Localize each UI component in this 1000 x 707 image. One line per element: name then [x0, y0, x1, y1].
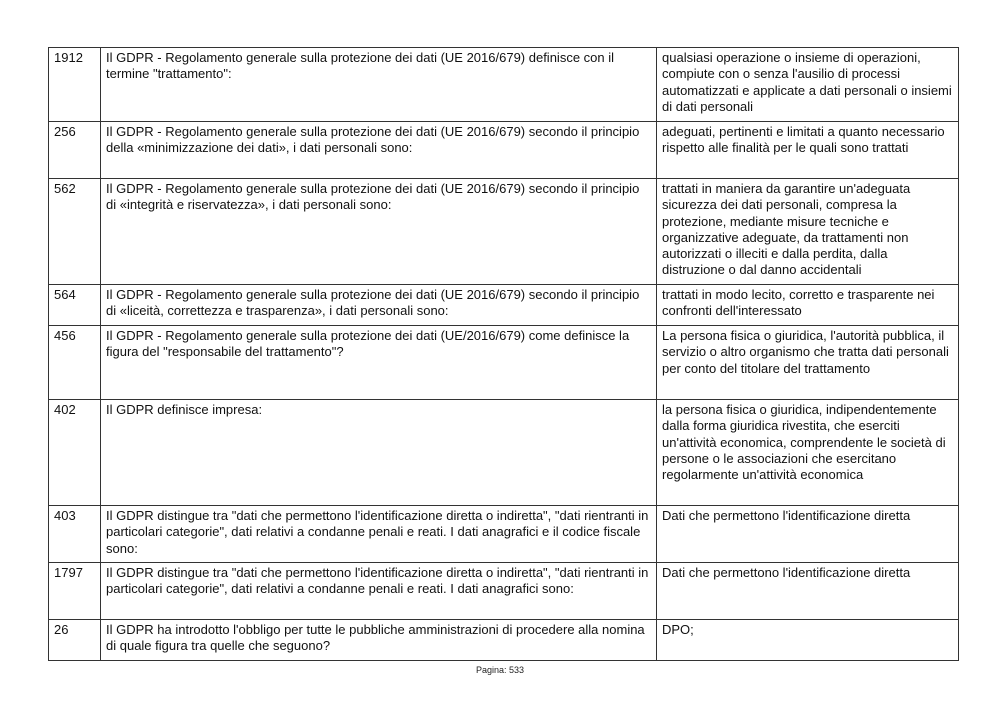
question-text: Il GDPR ha introdotto l'obbligo per tutte le pubbliche amministrazioni di procedere alla nomina di quale figura tra quelle che seguono?	[101, 620, 657, 661]
question-text: Il GDPR definisce impresa:	[101, 400, 657, 506]
table-row	[49, 620, 959, 661]
table-row	[49, 122, 959, 179]
question-text: Il GDPR distingue tra "dati che permettono l'identificazione diretta o indiretta", "dati rientranti in particolari categorie", dati relativi a condanne penali e reati. I dati anagrafici e il codice fiscale sono:	[101, 506, 657, 563]
question-id: 562	[49, 179, 101, 285]
answer-text: trattati in maniera da garantire un'adeguata sicurezza dei dati personali, compresa la protezione, mediante misure tecniche e organizzative adeguate, da trattamenti non autorizzati o illeciti e dalla perdita, dalla distruzione o dal danno accidentali	[657, 179, 959, 285]
question-id: 564	[49, 285, 101, 326]
answer-text: trattati in modo lecito, corretto e trasparente nei confronti dell'interessato	[657, 285, 959, 326]
table-row	[49, 285, 959, 326]
answer-text: la persona fisica o giuridica, indipendentemente dalla forma giuridica rivestita, che eserciti un'attività economica, comprendente le società di persone o le associazioni che esercitano regolarmente un'attività economica	[657, 400, 959, 506]
page-label: Pagina:	[475, 665, 507, 675]
question-id: 456	[49, 326, 101, 400]
question-text: Il GDPR - Regolamento generale sulla protezione dei dati (UE 2016/679) secondo il principio della «minimizzazione dei dati», i dati personali sono:	[101, 122, 657, 179]
question-id: 256	[49, 122, 101, 179]
question-text: Il GDPR - Regolamento generale sulla protezione dei dati (UE 2016/679) secondo il principio di «liceità, correttezza e trasparenza», i dati personali sono:	[101, 285, 657, 326]
table-row	[49, 48, 959, 122]
page-number: 533	[509, 665, 525, 675]
question-id: 403	[49, 506, 101, 563]
answer-text: qualsiasi operazione o insieme di operazioni, compiute con o senza l'ausilio di processi automatizzati e applicate a dati personali o insiemi di dati personali	[657, 48, 959, 122]
table-row	[49, 506, 959, 563]
answer-text: adeguati, pertinenti e limitati a quanto necessario rispetto alle finalità per le quali sono trattati	[657, 122, 959, 179]
question-id: 26	[49, 620, 101, 661]
table-row	[49, 179, 959, 285]
answer-text: La persona fisica o giuridica, l'autorità pubblica, il servizio o altro organismo che tratta dati personali per conto del titolare del trattamento	[657, 326, 959, 400]
question-table	[48, 47, 959, 661]
table-row	[49, 563, 959, 620]
answer-text: Dati che permettono l'identificazione diretta	[657, 563, 959, 620]
answer-text: Dati che permettono l'identificazione diretta	[657, 506, 959, 563]
table-row	[49, 400, 959, 506]
question-text: Il GDPR - Regolamento generale sulla protezione dei dati (UE 2016/679) definisce con il termine "trattamento":	[101, 48, 657, 122]
question-id: 1912	[49, 48, 101, 122]
question-id: 1797	[49, 563, 101, 620]
question-text: Il GDPR - Regolamento generale sulla protezione dei dati (UE/2016/679) come definisce la figura del "responsabile del trattamento"?	[101, 326, 657, 400]
question-text: Il GDPR - Regolamento generale sulla protezione dei dati (UE 2016/679) secondo il principio di «integrità e riservatezza», i dati personali sono:	[101, 179, 657, 285]
question-text: Il GDPR distingue tra "dati che permettono l'identificazione diretta o indiretta", "dati rientranti in particolari categorie", dati relativi a condanne penali e reati. I dati anagrafici sono:	[101, 563, 657, 620]
question-id: 402	[49, 400, 101, 506]
answer-text: DPO;	[657, 620, 959, 661]
page-footer	[0, 665, 1000, 675]
table-row	[49, 326, 959, 400]
